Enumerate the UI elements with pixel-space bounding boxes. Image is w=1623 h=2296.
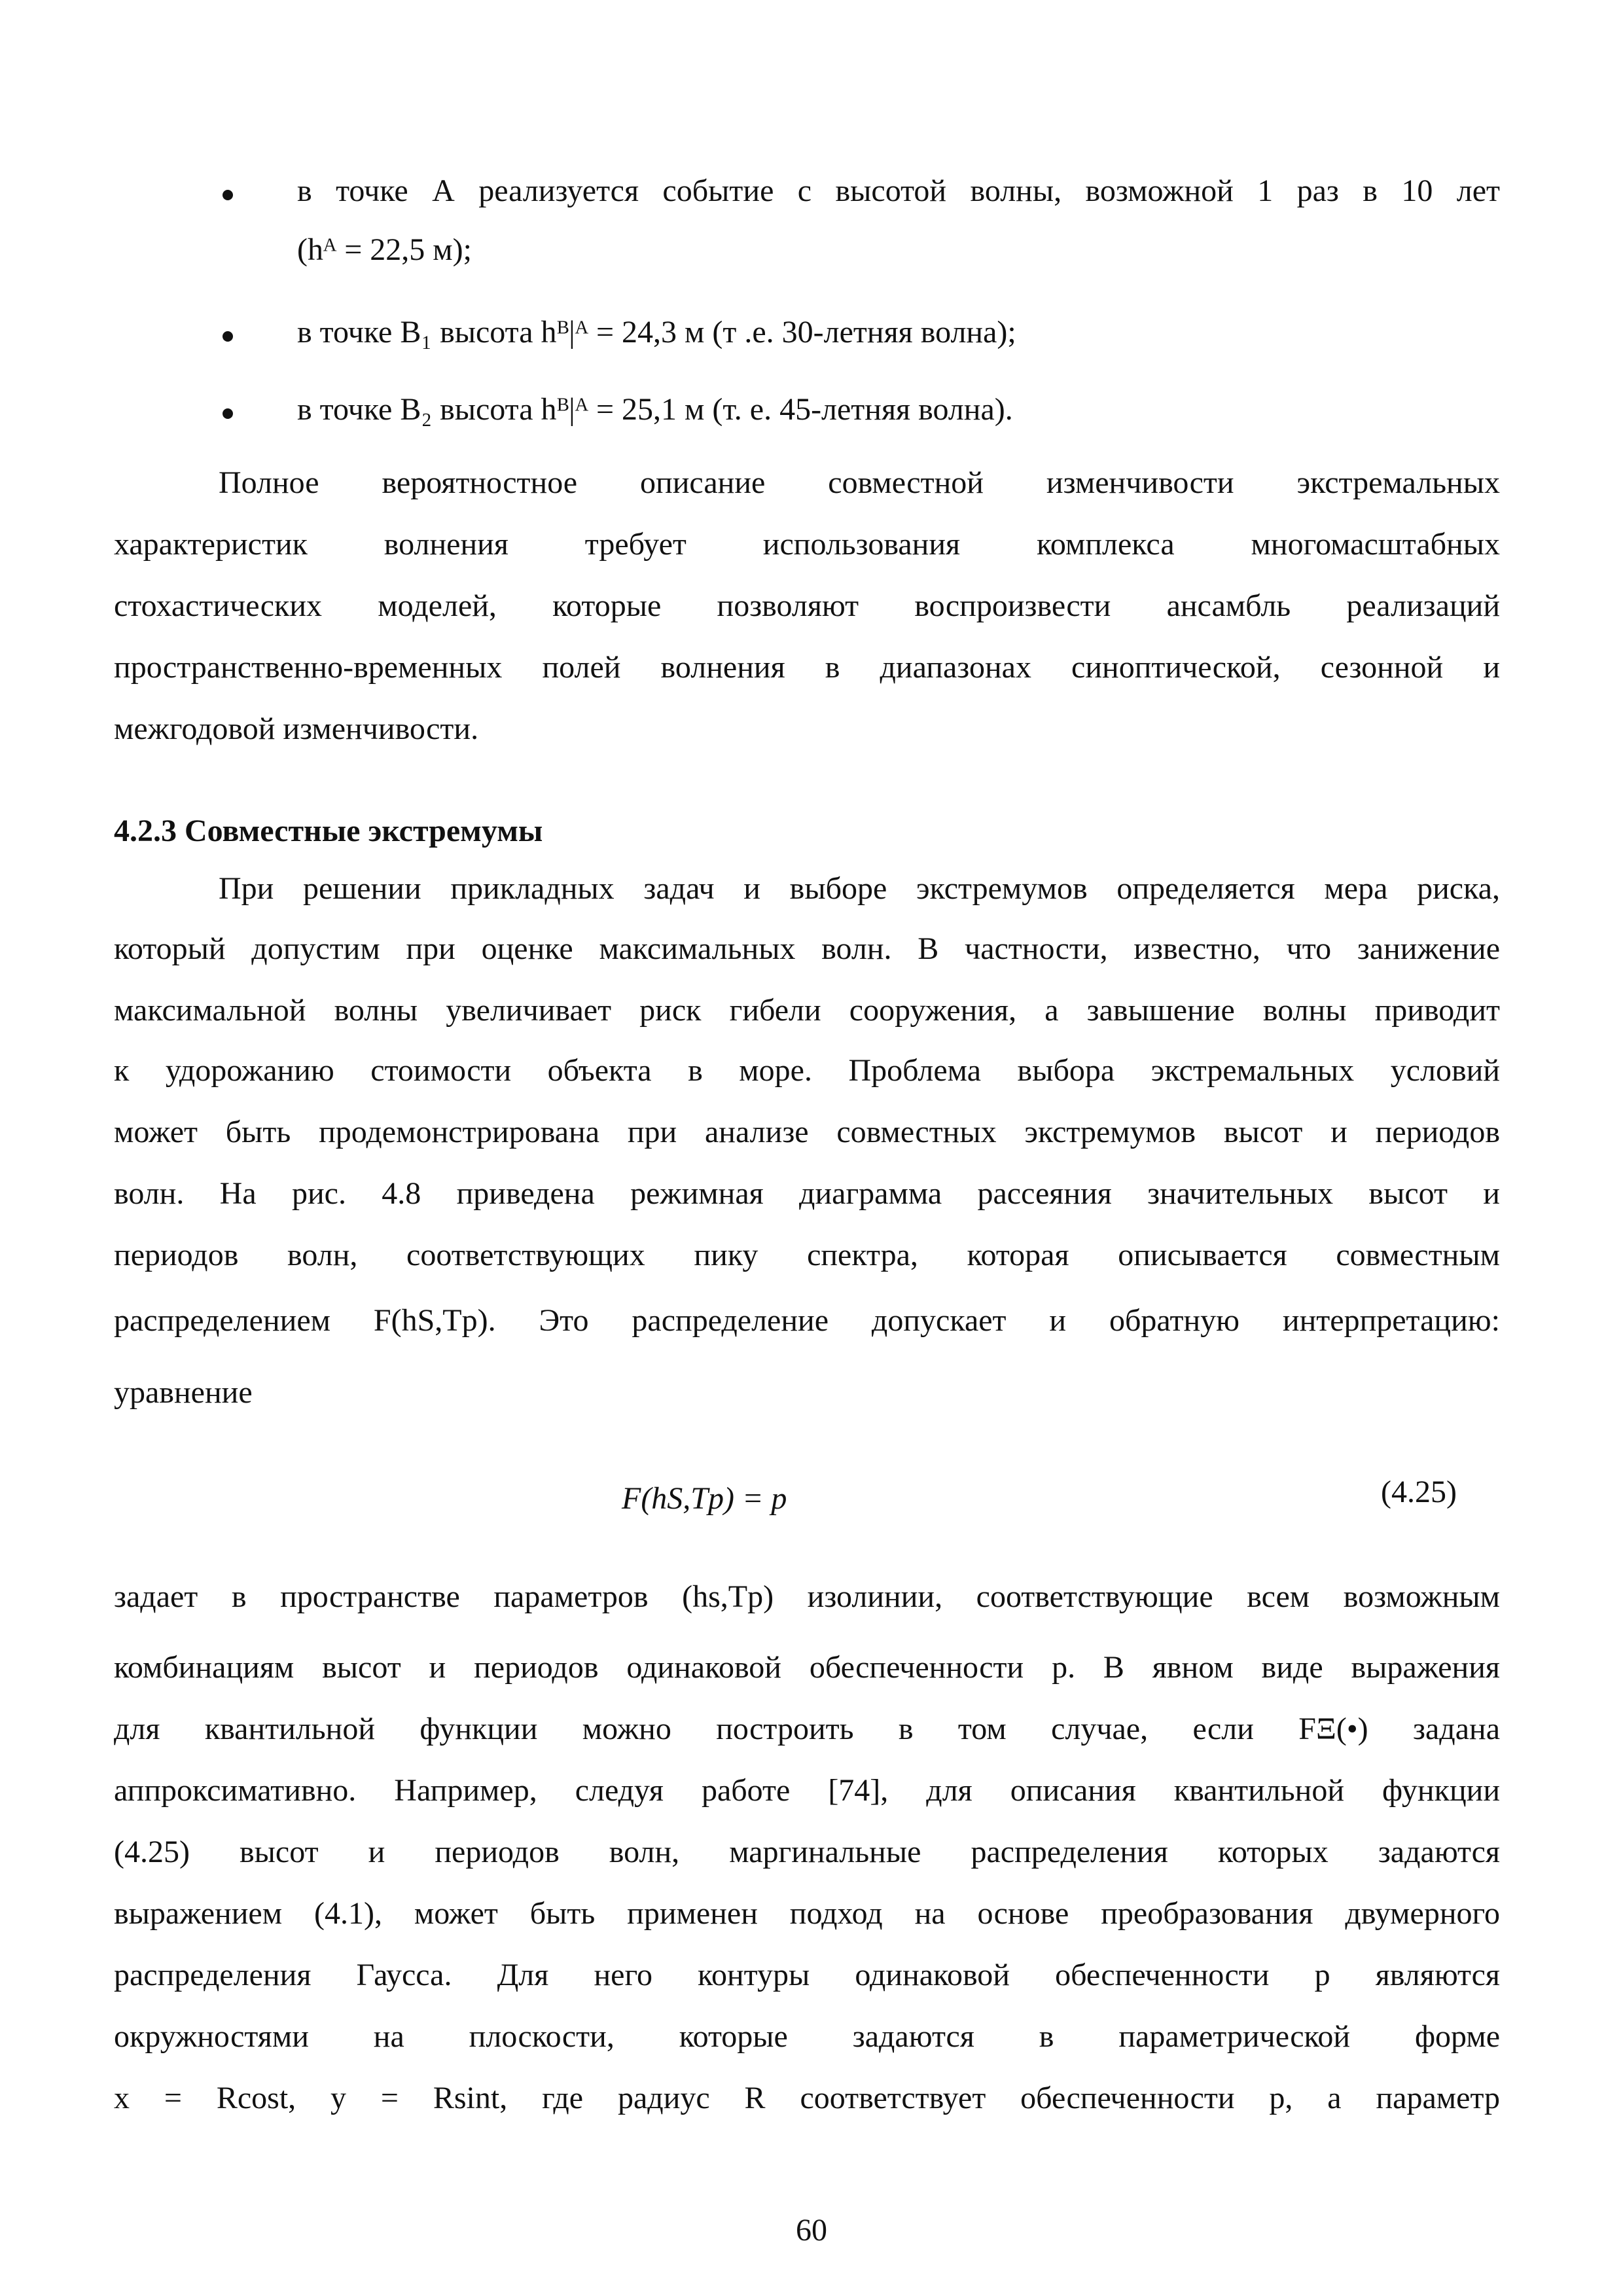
paragraph-1-line: Полное вероятностное описание совместной изменчивости экстремальных (219, 465, 1500, 500)
paragraph-1-line: межгодовой изменчивости. (114, 711, 479, 746)
paragraph-2-line: При решении прикладных задач и выборе экстремумов определяется мера риска, (219, 871, 1500, 906)
paragraph-2-line: максимальной волны увеличивает риск гибели сооружения, а завышение волны приводит (114, 993, 1500, 1028)
equation: F(hS,Tp) = p (622, 1481, 787, 1516)
bullet-1-line-1: в точке А реализуется событие с высотой волны, возможной 1 раз в 10 лет (297, 173, 1500, 208)
paragraph-3-line: x = Rcost, y = Rsint, где радиус R соответствует обеспеченности p, а параметр (114, 2081, 1500, 2115)
paragraph-3-line: окружностями на плоскости, которые задаются в параметрической форме (114, 2019, 1500, 2054)
bullet-2: в точке B₁ высота hᴮ|ᴬ = 24,3 м (т .е. 30-летняя волна); (297, 315, 1016, 350)
paragraph-2-line: волн. На рис. 4.8 приведена режимная диаграмма рассеяния значительных высот и (114, 1176, 1500, 1211)
section-heading: 4.2.3 Совместные экстремумы (114, 814, 543, 848)
page-number: 60 (796, 2213, 827, 2248)
paragraph-2-line: периодов волн, соответствующих пику спектра, которая описывается совместным (114, 1238, 1500, 1272)
bullet-dot (223, 408, 233, 419)
bullet-3: в точке B₂ высота hᴮ|ᴬ = 25,1 м (т. е. 45-летняя волна). (297, 392, 1013, 427)
paragraph-3-line: распределения Гаусса. Для него контуры одинаковой обеспеченности p являются (114, 1958, 1500, 1992)
paragraph-2-line: может быть продемонстрирована при анализе совместных экстремумов высот и периодов (114, 1115, 1500, 1149)
paragraph-1-line: пространственно-временных полей волнения в диапазонах синоптической, сезонной и (114, 650, 1500, 685)
paragraph-2-line: который допустим при оценке максимальных волн. В частности, известно, что занижение (114, 931, 1500, 966)
paragraph-2-line: уравнение (114, 1375, 253, 1410)
bullet-dot (223, 190, 233, 200)
paragraph-1-line: характеристик волнения требует использования комплекса многомасштабных (114, 527, 1500, 562)
bullet-dot (223, 331, 233, 342)
paragraph-2-line: к удорожанию стоимости объекта в море. Проблема выбора экстремальных условий (114, 1053, 1500, 1088)
paragraph-3-line: выражением (4.1), может быть применен подход на основе преобразования двумерного (114, 1896, 1500, 1931)
paragraph-3-line: задает в пространстве параметров (hs,Tp) изолинии, соответствующие всем возможным (114, 1579, 1500, 1614)
paragraph-3-line: (4.25) высот и периодов волн, маргинальные распределения которых задаются (114, 1835, 1500, 1869)
paragraph-3-line: комбинациям высот и периодов одинаковой обеспеченности p. В явном виде выражения (114, 1650, 1500, 1685)
paragraph-3-line: для квантильной функции можно построить в том случае, если FΞ(•) задана (114, 1712, 1500, 1746)
equation-number: (4.25) (1381, 1475, 1457, 1509)
paragraph-2-line: распределением F(hS,Tp). Это распределение допускает и обратную интерпретацию: (114, 1303, 1500, 1338)
bullet-1-line-2: (hᴬ = 22,5 м); (297, 232, 472, 267)
paragraph-3-line: аппроксимативно. Например, следуя работе [74], для описания квантильной функции (114, 1773, 1500, 1808)
paragraph-1-line: стохастических моделей, которые позволяют воспроизвести ансамбль реализаций (114, 588, 1500, 623)
